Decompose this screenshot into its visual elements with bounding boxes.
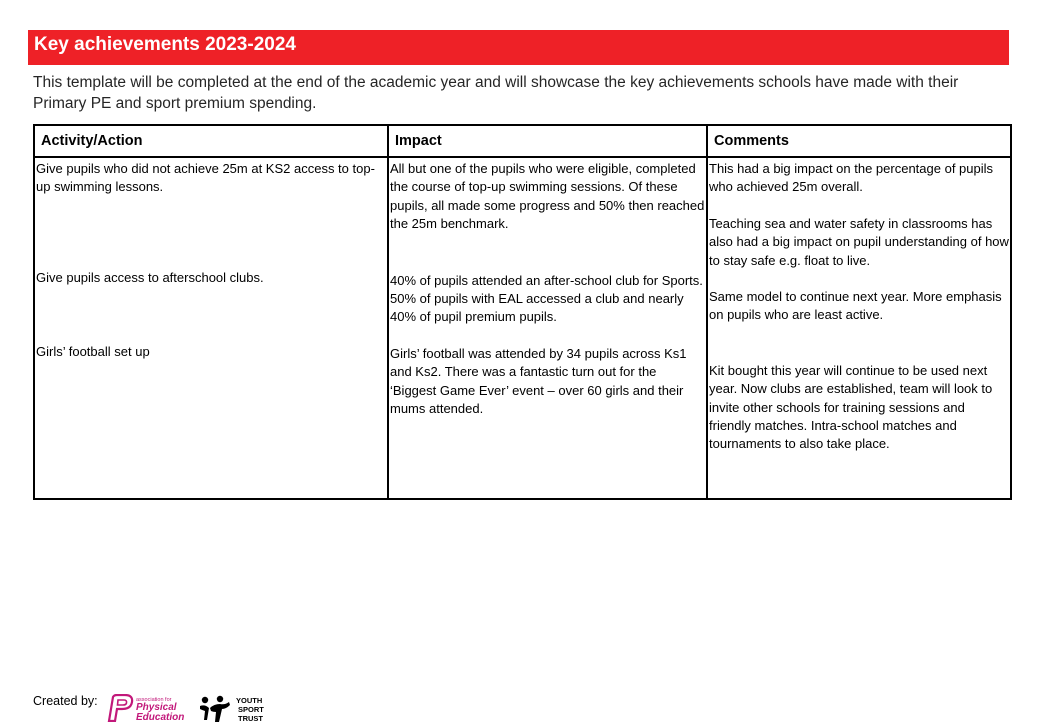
intro-text: This template will be completed at the end of the academic year and will showcase the key achievements schools have made with their Primary PE and sport premium spending. bbox=[33, 74, 959, 112]
table-cell-comments bbox=[707, 157, 1011, 499]
impact-text: 40% of pupils attended an after-school club for Sports. 50% of pupils with EAL accessed a club and nearly 40% of pupil premium pupils. bbox=[390, 272, 703, 325]
activity-text: Give pupils access to afterschool clubs. bbox=[36, 269, 264, 285]
youth-sport-trust-logo-icon bbox=[198, 694, 272, 724]
activity-text: Give pupils who did not achieve 25m at KS2 access to top-up swimming lessons. bbox=[36, 161, 375, 195]
table-cell-impacts bbox=[388, 157, 707, 499]
table-header-row bbox=[34, 125, 1011, 157]
yst-logo-line1: YOUTH bbox=[236, 696, 263, 705]
comment-text: This had a big impact on the percentage of pupils who achieved 25m overall. bbox=[709, 161, 994, 195]
comment-text: Kit bought this year will continue to be used next year. Now clubs are established, team will look to invite other schools for training sessions and friendly matches. Intra-school matches and tournaments to also take place. bbox=[709, 362, 993, 452]
afpe-logo-small: association for bbox=[136, 697, 172, 703]
afpe-logo-line1: Physical bbox=[136, 702, 177, 713]
activity-text: Girls’ football set up bbox=[36, 344, 150, 360]
yst-logo-line2: SPORT bbox=[238, 705, 264, 714]
yst-logo-line3: TRUST bbox=[238, 714, 263, 723]
afpe-logo-icon bbox=[106, 694, 196, 722]
comment-text: Teaching sea and water safety in classrooms has also had a big impact on pupil understanding of how to stay safe e.g. float to live. bbox=[709, 215, 1009, 268]
afpe-logo-line2: Education bbox=[136, 712, 185, 722]
impact-text: All but one of the pupils who were eligible, completed the course of top-up swimming sessions. Of these pupils, all made some progress and 50% then reached the 25m benchmark. bbox=[390, 161, 705, 232]
section-title: Key achievements 2023-2024 bbox=[34, 34, 296, 55]
header-impact: Impact bbox=[388, 125, 707, 157]
table-body-row bbox=[34, 157, 1011, 499]
comment-text: Same model to continue next year. More emphasis on pupils who are least active. bbox=[709, 289, 1002, 323]
section-title-banner bbox=[28, 30, 1009, 65]
achievements-table bbox=[33, 124, 1012, 500]
header-activity: Activity/Action bbox=[34, 125, 388, 157]
table-cell-activities bbox=[34, 157, 388, 499]
impact-text: Girls’ football was attended by 34 pupils across Ks1 and Ks2. There was a fantastic turn out for the ‘Biggest Game Ever’ event – over 60 girls and their mums attended. bbox=[390, 345, 687, 417]
header-comments: Comments bbox=[707, 125, 1011, 157]
created-by-label: Created by: bbox=[33, 694, 98, 708]
